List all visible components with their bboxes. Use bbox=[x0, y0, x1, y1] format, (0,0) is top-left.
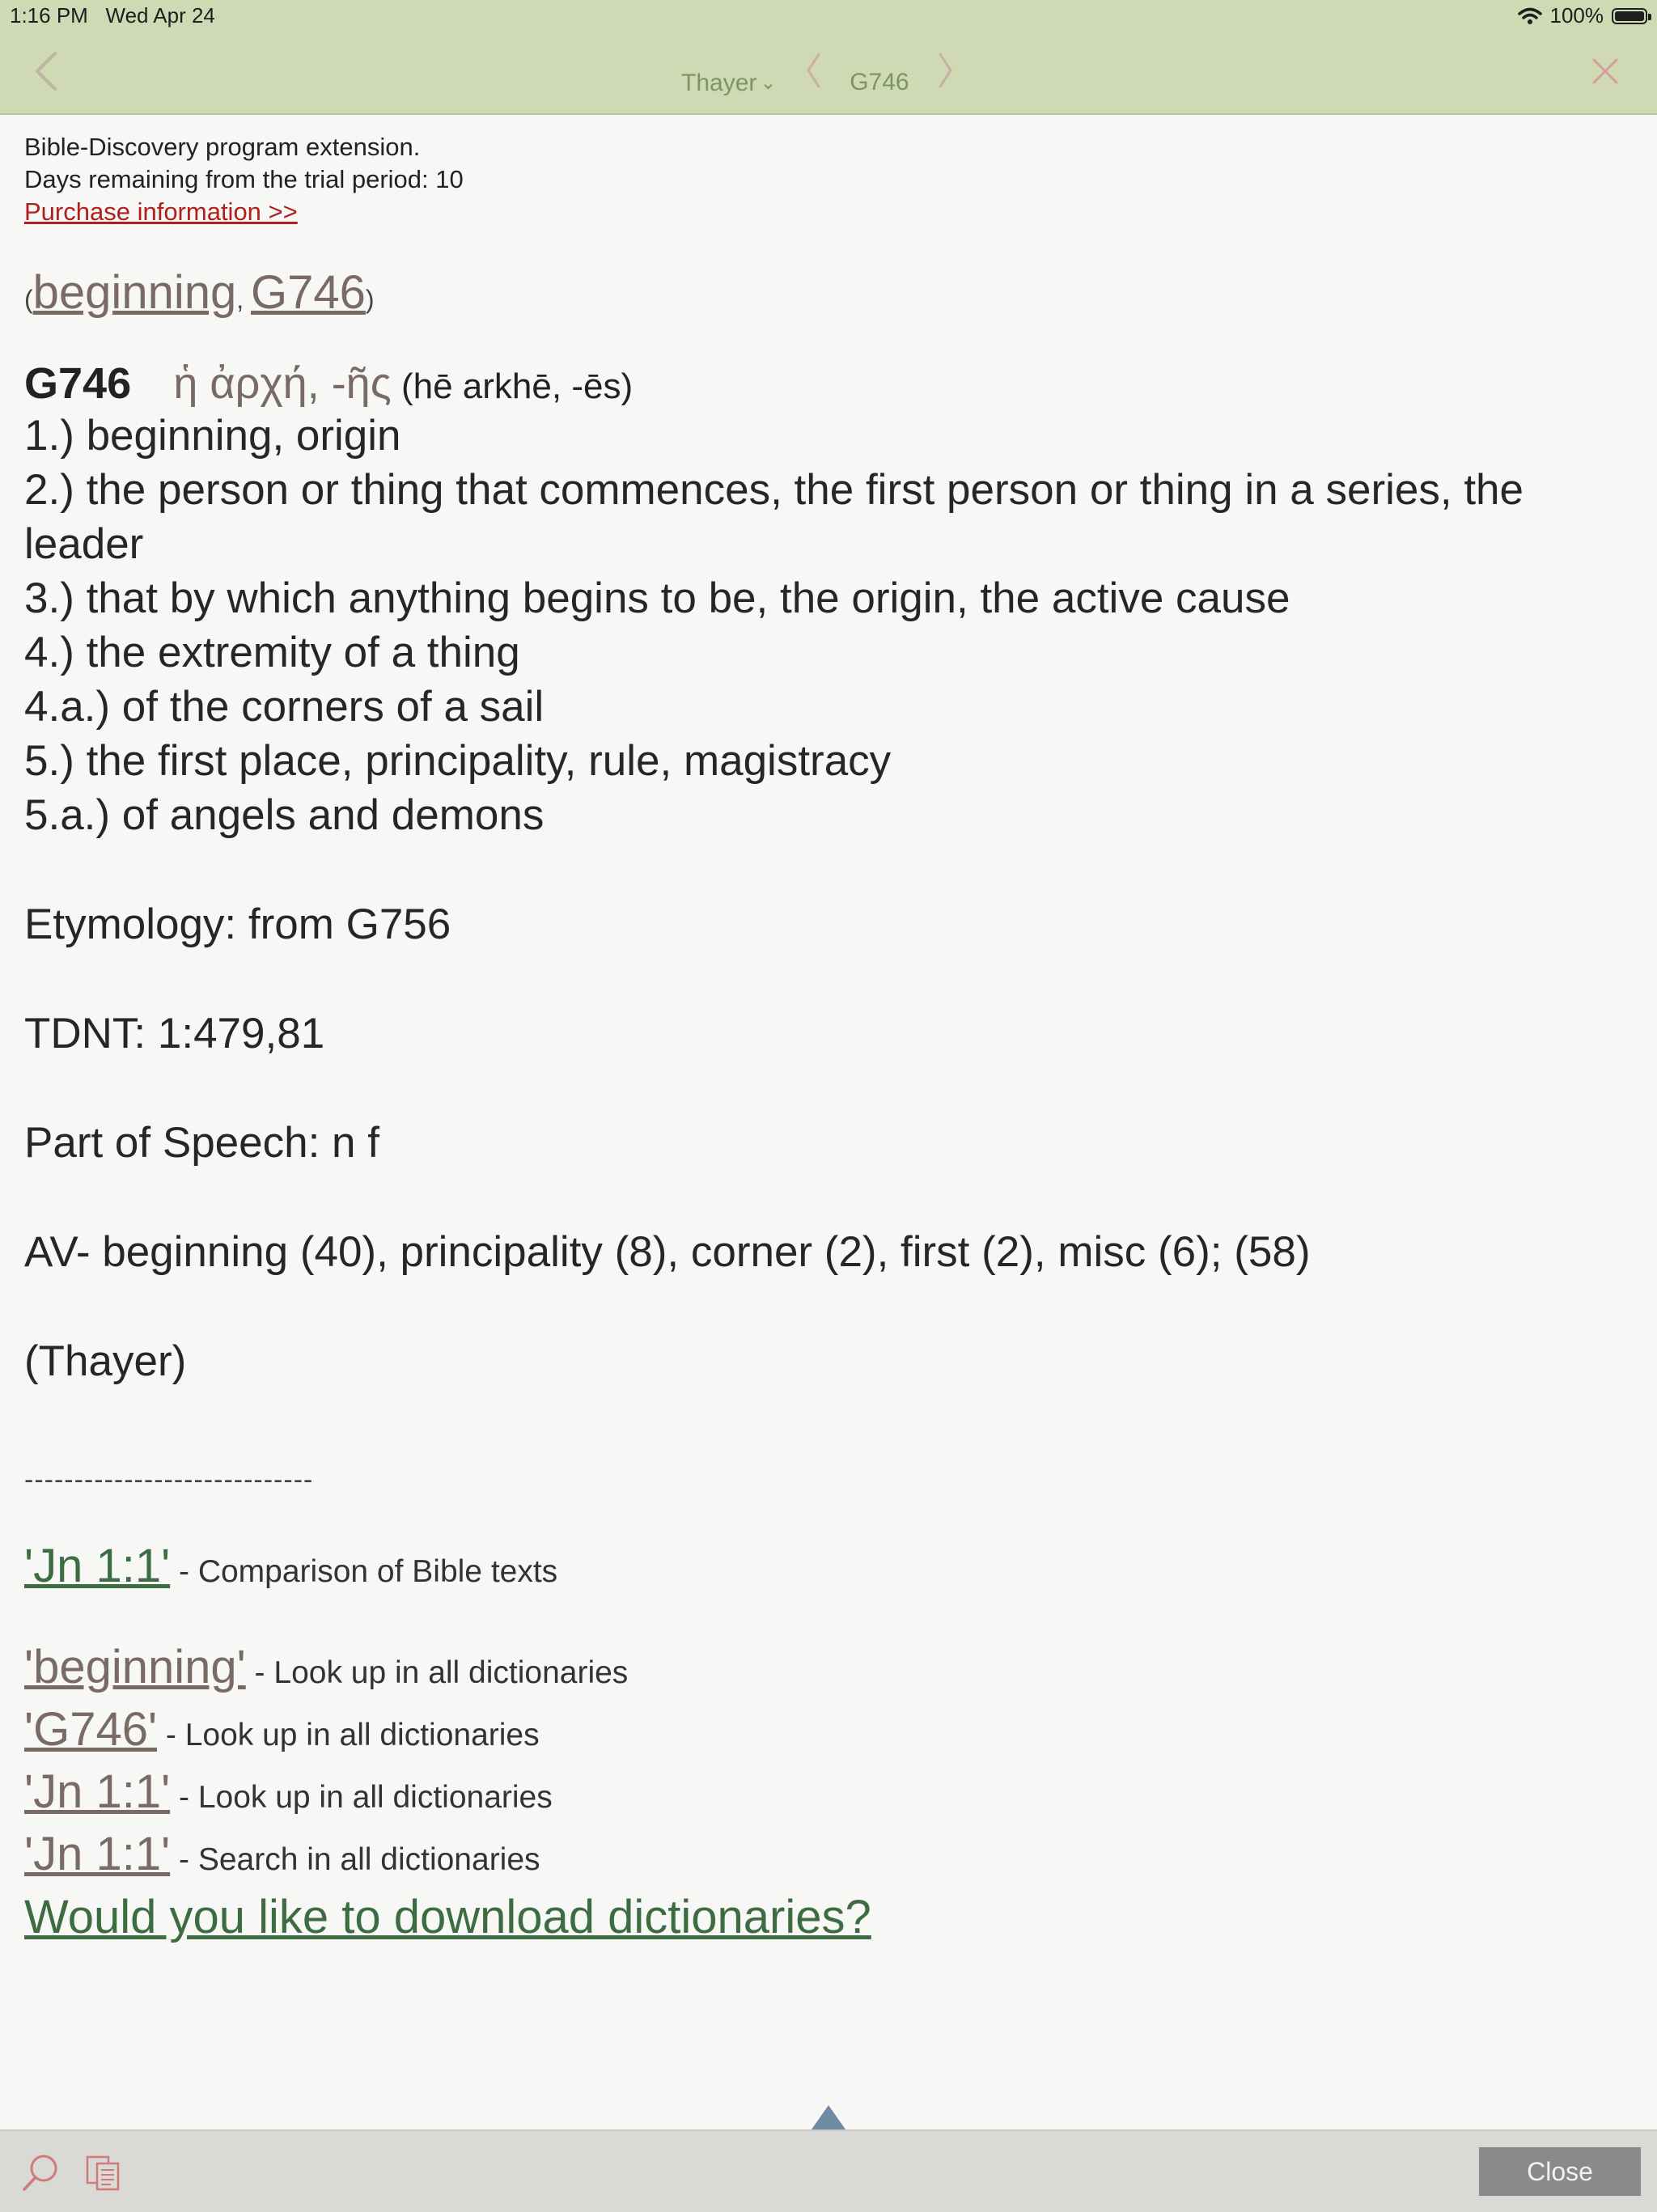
part-of-speech: Part of Speech: n f bbox=[24, 1119, 379, 1167]
lookup-row bbox=[24, 1639, 1634, 1701]
lookup-jn-link[interactable]: 'Jn 1:1' bbox=[24, 1765, 171, 1818]
previous-chevron-icon[interactable] bbox=[804, 52, 822, 89]
lookup-g746-link[interactable]: 'G746' bbox=[24, 1703, 158, 1756]
link-description: - Look up in all dictionaries bbox=[157, 1718, 540, 1752]
source-label: (Thayer) bbox=[24, 1337, 187, 1385]
crumb-word-link[interactable]: beginning bbox=[32, 266, 237, 319]
trial-line-2: Days remaining from the trial period: 10 bbox=[24, 165, 464, 193]
av-translations: AV- beginning (40), principality (8), corner (2), first (2), misc (6); (58) bbox=[24, 1228, 1311, 1276]
lookup-beginning-link[interactable]: 'beginning' bbox=[24, 1641, 246, 1693]
definition-list bbox=[24, 409, 1634, 842]
entry-breadcrumb: (beginning, G746) bbox=[24, 266, 375, 319]
greek-lemma: ἡ ἀρχή, -ῆς bbox=[173, 359, 392, 408]
definition-item: 5.) the first place, principality, rule, magistracy bbox=[24, 737, 892, 785]
separator-line: ----------------------------- bbox=[24, 1464, 314, 1495]
transliteration: (hē arkhē, -ēs) bbox=[400, 367, 634, 406]
battery-icon bbox=[1612, 8, 1647, 24]
compare-row bbox=[24, 1538, 1634, 1600]
compare-bible-texts-link[interactable]: 'Jn 1:1' bbox=[24, 1540, 171, 1592]
definition-item: 4.) the extremity of a thing bbox=[24, 629, 520, 676]
dictionary-name: Thayer bbox=[681, 69, 757, 96]
close-button[interactable]: Close bbox=[1479, 2147, 1641, 2196]
etymology: Etymology: from G756 bbox=[24, 900, 451, 948]
search-icon[interactable] bbox=[21, 2152, 60, 2193]
entry-code-title: G746 bbox=[850, 69, 909, 96]
definition-item: 5.a.) of angels and demons bbox=[24, 791, 545, 839]
crumb-code-link[interactable]: G746 bbox=[251, 266, 366, 319]
close-x-icon[interactable] bbox=[1591, 57, 1620, 86]
trial-line-1: Bible-Discovery program extension. bbox=[24, 133, 421, 161]
entry-number: G746 bbox=[24, 359, 132, 408]
chevron-down-icon: ⌄ bbox=[760, 72, 777, 95]
scroll-up-triangle-icon[interactable] bbox=[810, 2104, 847, 2131]
status-date: Wed Apr 24 bbox=[105, 3, 215, 28]
link-description: - Look up in all dictionaries bbox=[170, 1780, 553, 1815]
status-clock: 1:16 PM bbox=[10, 3, 88, 28]
dictionary-content bbox=[24, 131, 1634, 1944]
tdnt-reference: TDNT: 1:479,81 bbox=[24, 1010, 325, 1057]
trial-notice bbox=[24, 131, 1634, 228]
link-description: - Comparison of Bible texts bbox=[170, 1554, 558, 1589]
lookup-row bbox=[24, 1701, 1634, 1764]
status-time bbox=[10, 3, 215, 28]
action-links bbox=[24, 1538, 1634, 1944]
bottom-toolbar bbox=[0, 2129, 1657, 2212]
next-chevron-icon[interactable] bbox=[937, 52, 955, 89]
download-dictionaries-link[interactable]: Would you like to download dictionaries? bbox=[24, 1891, 871, 1943]
definition-item: 1.) beginning, origin bbox=[24, 412, 401, 460]
definition-item: 4.a.) of the corners of a sail bbox=[24, 683, 545, 731]
entry-header bbox=[24, 358, 1634, 409]
purchase-info-link[interactable]: Purchase information >> bbox=[24, 197, 298, 226]
wifi-icon bbox=[1518, 7, 1542, 25]
definition-item: 2.) the person or thing that commences, the first person or thing in a series, the leader bbox=[24, 466, 1524, 568]
link-description: - Search in all dictionaries bbox=[170, 1842, 540, 1877]
nav-title-group bbox=[0, 52, 1657, 97]
definition-item: 3.) that by which anything begins to be, the origin, the active cause bbox=[24, 574, 1290, 622]
lookup-row bbox=[24, 1764, 1634, 1826]
dictionary-selector[interactable] bbox=[681, 69, 776, 97]
link-description: - Look up in all dictionaries bbox=[245, 1655, 629, 1690]
navigation-bar bbox=[0, 0, 1657, 115]
status-indicators bbox=[1518, 3, 1648, 28]
copy-document-icon[interactable] bbox=[84, 2154, 123, 2193]
search-jn-link[interactable]: 'Jn 1:1' bbox=[24, 1828, 171, 1880]
lookup-row bbox=[24, 1826, 1634, 1888]
battery-percent: 100% bbox=[1549, 3, 1604, 28]
